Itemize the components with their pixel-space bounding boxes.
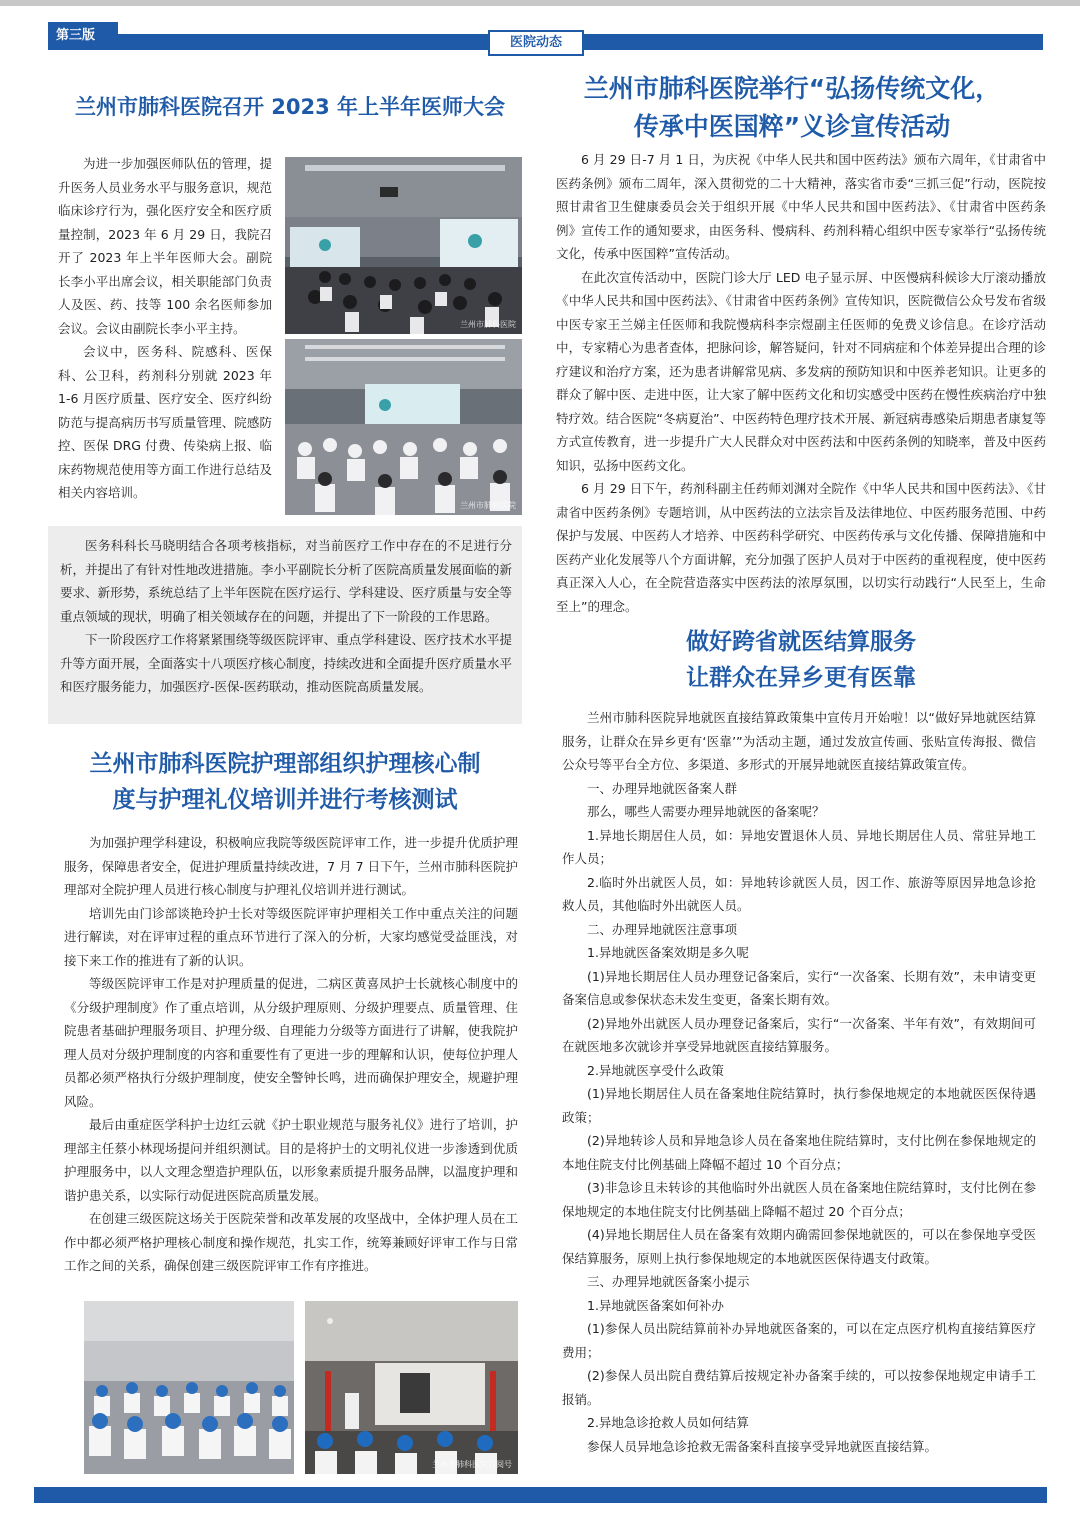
photo-watermark: 兰州市肺科医院订阅号 — [432, 1460, 512, 1469]
article4-paragraph: 2.异地急诊抢救人员如何结算 — [587, 1415, 749, 1430]
article1-paragraph: 为进一步加强医师队伍的管理，提升医务人员业务水平与服务意识，规范临床诊疗行为，强化医疗安全和医疗质量控制，2023 年 6 月 29 日，我院召开了 2023 年上半年医师大会。副院长李小平出席会议，相关职能部门负责人及医、药、技等 100 余名医师参加会议。会议由副院长李小平主持。 — [58, 156, 272, 336]
article3-title — [542, 70, 1042, 146]
training-photo-1 — [84, 1301, 294, 1474]
article4-paragraph: (2)参保人员出院自费结算后按规定补办备案手续的，可以按参保地规定申请手工报销。 — [562, 1368, 1036, 1407]
article2-paragraph: 在创建三级医院这场关于医院荣誉和改革发展的攻坚战中，全体护理人员在工作中都必须严格护理核心制度和操作规范，扎实工作，统筹兼顾好评审工作与日常工作之间的关系，确保创建三级医院评审工作有序推进。 — [64, 1211, 518, 1273]
article1-highlight-box — [48, 526, 522, 724]
article3-title-line1: 兰州市肺科医院举行“弘扬传统文化， — [583, 74, 1001, 103]
article4-paragraph: (1)参保人员出院结算前补办异地就医备案的，可以在定点医疗机构直接结算医疗费用； — [562, 1321, 1036, 1360]
footer-band — [34, 1487, 1047, 1503]
top-border — [0, 0, 1080, 6]
meeting-photo-2 — [285, 339, 522, 515]
article2-paragraph: 最后由重症医学科护士边红云就《护士职业规范与服务礼仪》进行了培训，护理部主任蔡小林现场提问并组织测试。目的是将护士的文明礼仪进一步渗透到优质护理服务中，以人文理念塑造护理队伍，以形象素质提升服务品牌，以温度护理和谐护患关系，以实际行动促进医院高质量发展。 — [64, 1117, 518, 1203]
article4-title-line1: 做好跨省就医结算服务 — [686, 629, 916, 655]
article4-body — [562, 706, 1036, 1458]
article4-paragraph: (1)异地长期居住人员在备案地住院结算时，执行参保地规定的本地就医医保待遇政策； — [562, 1086, 1036, 1125]
article4-paragraph: (2)异地转诊人员和异地急诊人员在备案地住院结算时，支付比例在参保地规定的本地住院支付比例基础上降幅不超过 10 个百分点； — [562, 1133, 1036, 1172]
article4-paragraph: 1.异地就医备案效期是多久呢 — [587, 945, 749, 960]
article2-paragraph: 等级医院评审工作是对护理质量的促进，二病区黄喜凤护士长就核心制度中的《分级护理制度》作了重点培训，从分级护理原则、分级护理要点、质量管理、住院患者基础护理服务项目、护理分级、自理能力分级等方面进行了讲解，使我院护理人员对分级护理制度的内容和重要性有了更进一步的理解和认识，使每位护理人员都必须严格执行分级护理制度，使安全警钟长鸣，进而确保护理安全，规避护理风险。 — [64, 976, 518, 1109]
section-label: 医院动态 — [488, 30, 584, 56]
article4-title — [556, 624, 1046, 696]
meeting-photo-1 — [285, 157, 522, 334]
article4-paragraph: 那么，哪些人需要办理异地就医的备案呢？ — [587, 804, 825, 819]
article3-body — [556, 148, 1046, 618]
article1-paragraph: 会议中，医务科、院感科、医保科、公卫科，药剂科分别就 2023 年 1-6 月医疗质量、医疗安全、医疗纠纷防范与提高病历书写质量管理、院感防控、医保 DRG 付费、传染病上报、临床药物规范使用等方面工作进行总结及相关内容培训。 — [58, 344, 272, 500]
article4-paragraph: (3)非急诊且未转诊的其他临时外出就医人员在备案地住院结算时，支付比例在参保地规定的本地住院支付比例基础上降幅不超过 20 个百分点； — [562, 1180, 1036, 1219]
article4-title-line2: 让群众在异乡更有医靠 — [686, 665, 916, 691]
article4-paragraph: (4)异地长期居住人员在备案有效期内确需回参保地就医的，可以在参保地享受医保结算服务，原则上执行参保地规定的本地就医医保待遇支付政策。 — [562, 1227, 1036, 1266]
article3-paragraph: 在此次宣传活动中，医院门诊大厅 LED 电子显示屏、中医慢病科候诊大厅滚动播放《中华人民共和国中医药法》、《甘肃省中医药条例》宣传知识，医院微信公众号发布省级中医专家王兰娣主任医师和我院慢病科李宗煜副主任医师的免费义诊信息。在诊疗活动中，专家精心为患者查体，把脉问诊，解答疑问，针对不同病症和个体差异提出合理的诊疗建议和治疗方案，还为患者讲解常见病、多发病的预防知识和中医养老知识。让更多的群众了解中医、走进中医，让大家了解中医药文化和切实感受中医药在慢性疾病治疗中独特疗效。结合医院“冬病夏治”、中医药特色理疗技术开展、新冠病毒感染后期患者康复等方式宣传教育，进一步提升广大人民群众对中医药法和中医药条例的知晓率，普及中医药知识，弘扬中医药文化。 — [556, 269, 1046, 473]
article1-title: 兰州市肺科医院召开 2023 年上半年医师大会 — [74, 95, 506, 119]
article1-paragraph: 医务科科长马晓明结合各项考核指标，对当前医疗工作中存在的不足进行分析，并提出了有针对性地改进措施。李小平副院长分析了医院高质量发展面临的新要求、新形势，系统总结了上半年医院在医疗运行、学科建设、医疗质量与安全等重点领域的现状，明确了相关领域存在的问题，并提出了下一阶段的工作思路。 — [60, 538, 512, 624]
article4-paragraph: (2)异地外出就医人员办理登记备案后，实行“一次备案、半年有效”，有效期间可在就医地多次就诊并享受异地就医直接结算服务。 — [562, 1015, 1036, 1054]
article4-paragraph: 三、办理异地就医备案小提示 — [587, 1274, 750, 1289]
article2-title-line1: 兰州市肺科医院护理部组织护理核心制 — [89, 751, 481, 777]
photo-watermark: 兰州市肺科医院 — [460, 320, 516, 329]
article4-paragraph: 2.异地就医享受什么政策 — [587, 1062, 724, 1078]
article2-paragraph: 为加强护理学科建设，积极响应我院等级医院评审工作，进一步提升优质护理服务，保障患者安全，促进护理质量持续改进，7 月 7 日下午，兰州市肺科医院护理部对全院护理人员进行核心制度与护理礼仪培训并进行测试。 — [64, 835, 518, 897]
article4-paragraph: 2.临时外出就医人员，如：异地转诊就医人员，因工作、旅游等原因异地急诊抢救人员，其他临时外出就医人员。 — [562, 874, 1036, 913]
training-photo-2 — [305, 1301, 518, 1474]
article4-paragraph: 1.异地长期居住人员，如：异地安置退休人员、异地长期居住人员、常驻异地工作人员； — [562, 827, 1036, 866]
article3-paragraph: 6 月 29 日下午，药剂科副主任药师刘渊对全院作《中华人民共和国中医药法》、《甘肃省中医药条例》专题培训，从中医药法的立法宗旨及法律地位、中医药服务范围、中药保护与发展、中医药人才培养、中医药科学研究、中医药传承与文化传播、保障措施和中医药产业化发展等八个方面讲解，充分加强了医护人员对于中医药的重视程度，使中医药真正深入人心，在全院营造落实中医药法的浓厚氛围，以切实行动践行“人民至上，生命至上”的理念。 — [556, 481, 1046, 614]
article3-title-line2: 传承中医国粹”义诊宣传活动 — [633, 112, 951, 141]
article4-paragraph: (1)异地长期居住人员办理登记备案后，实行“一次备案、长期有效”，未申请变更备案信息或参保状态未发生变更，备案长期有效。 — [562, 968, 1036, 1007]
article2-title-line2: 度与护理礼仪培训并进行考核测试 — [112, 787, 458, 813]
article1-body — [58, 152, 272, 505]
article2-paragraph: 培训先由门诊部谈艳玲护士长对等级医院评审护理相关工作中重点关注的问题进行解读，对在评审过程的重点环节进行了深入的分析，大家均感觉受益匪浅，对接下来工作的推进有了新的认识。 — [64, 905, 518, 968]
page-number-label: 第三版 — [48, 22, 118, 50]
article3-paragraph: 6 月 29 日-7 月 1 日，为庆祝《中华人民共和国中医药法》颁布六周年，《甘肃省中医药条例》颁布二周年，深入贯彻党的二十大精神，落实省市委“三抓三促”行动，医院按照甘肃省卫生健康委员会关于组织开展《中华人民共和国中医药法》、《甘肃省中医药条例》宣传工作的通知要求，由医务科、慢病科、药剂科精心组织中医专家举行“弘扬传统文化，传承中医国粹”宣传活动。 — [556, 152, 1046, 261]
article4-paragraph: 一、办理异地就医备案人群 — [587, 780, 738, 796]
photo-watermark: 兰州市肺科医院 — [460, 501, 516, 510]
article2-title — [48, 746, 522, 818]
article4-paragraph: 1.异地就医备案如何补办 — [587, 1297, 724, 1313]
article4-paragraph: 参保人员异地急诊抢救无需备案科直接享受异地就医直接结算。 — [587, 1438, 938, 1454]
article4-paragraph: 二、办理异地就医注意事项 — [587, 921, 738, 937]
article2-body — [64, 831, 518, 1278]
article1-paragraph: 下一阶段医疗工作将紧紧围绕等级医院评审、重点学科建设、医疗技术水平提升等方面开展，全面落实十八项医疗核心制度，持续改进和全面提升医疗质量水平和医疗服务能力，加强医疗-医保-医药联动，推动医院高质量发展。 — [60, 632, 512, 694]
article4-paragraph: 兰州市肺科医院异地就医直接结算政策集中宣传月开始啦！以“做好异地就医结算服务，让群众在异乡更有‘医靠’”为活动主题，通过发放宣传画、张贴宣传海报、微信公众号等平台全方位、多渠道、多形式的开展异地就医直接结算政策宣传。 — [562, 710, 1036, 772]
